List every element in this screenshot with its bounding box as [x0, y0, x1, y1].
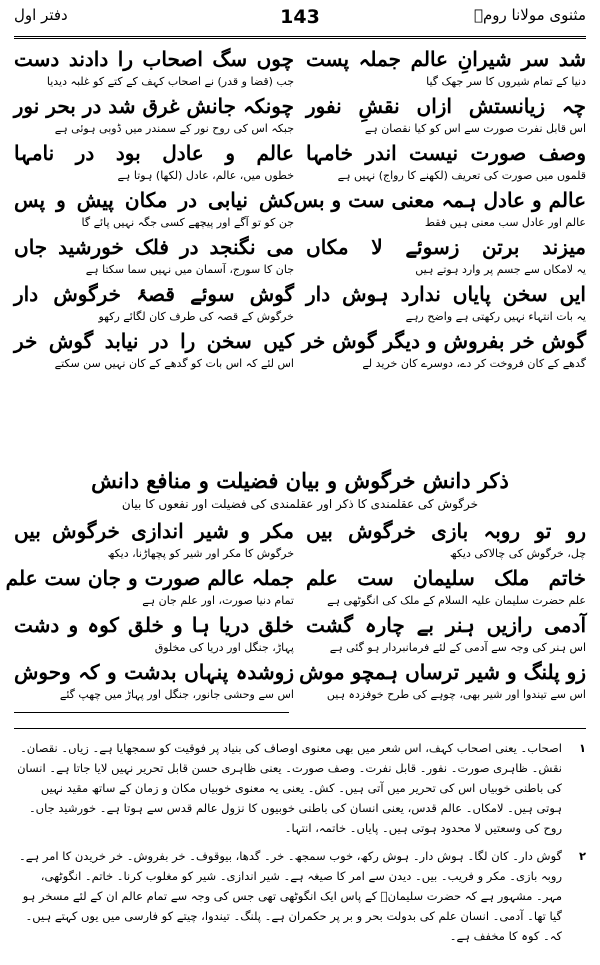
- footnote-text: گوش دار۔ کان لگا۔ ہوش دار۔ ہوش رکھ، خوب سمجھ۔ خر۔ گدھا، بیوقوف۔ خر بفروش۔ خر خریدن کا امر ہے۔ روبہ بازی۔ مکر و فریب۔ بیں۔ دیدن سے امر کا صیغہ ہے۔ شیر اندازی۔ شیر کو مغلوب کرنا۔ خاتم۔ انگوٹھی، مہر۔ مشہور ہے کہ حضرت سلیمانؑ کے پاس ایک انگوٹھی تھی جس کی وجہ سے تمام عالم ان کے لئے مسخر ہو گیا تھا۔ آدمی۔ انسان علم کی بدولت بحر و بر پر حکمران ہے۔ پلنگ۔ تیندوا، چیتے کو فارسی میں یوں کہتے ہیں۔ کہ۔ کوہ کا مخفف ہے۔: [19, 849, 562, 943]
- verse: زوشدہ پنہاں بدشت و کہ وحوش: [14, 660, 294, 684]
- verse: خاتم ملک سلیمان ست علم: [306, 566, 586, 590]
- verse: کیں سخن را در نیابد گوش خر: [14, 329, 294, 353]
- translation: دنیا کے تمام شیروں کا سر جھک گیا: [426, 75, 586, 88]
- translation: اس سے تیندوا اور شیر بھی، چوہے کی طرح خوفزدہ ہیں: [326, 688, 586, 701]
- translation: جب (قضا و قدر) نے اصحاب کہف کے کتے کو غلبہ دیدیا: [46, 75, 294, 88]
- footnote: [14, 846, 586, 946]
- translation: اس سے وحشی جانور، جنگل اور پہاڑ میں چھپ گئے: [59, 688, 294, 701]
- footnote-rule: [14, 728, 586, 729]
- translation: خرگوش کے قصہ کی طرف کان لگائے رکھو: [98, 310, 294, 323]
- translation: اس لئے کہ اس بات کو گدھے کے کان نہیں سن سکتے: [54, 357, 294, 370]
- translation: تمام دنیا صورت، اور علم جان ہے: [142, 594, 294, 607]
- header-rule: [14, 36, 586, 39]
- footnote-text: اصحاب۔ یعنی اصحاب کہف، اس شعر میں بھی معنوی اوصاف کی بنیاد پر فوقیت کو سمجھایا ہے۔ زیاں۔ نقصان۔ نقش۔ ظاہری صورت۔ نفور۔ قابل نفرت۔ وصف صورت۔ یعنی ظاہری حسن قابل تحریر نہیں لایا جاتا ہے۔ انسان کی باطنی خوبیاں اس کی تحریر میں آتی ہیں۔ کش۔ یعنی یہ معنوی خوبیاں مکان و زمان کے ساتھ مقید نہیں ہوتی ہیں۔ لامکاں۔ عالم قدس، یعنی انسان کی باطنی خوبیوں کا نزول عالم قدس سے ہوتا ہے۔ خورشید جاں۔ روح کی وسعتیں لا محدود ہوتی ہیں۔ پایاں۔ خاتمہ، انتہا۔: [17, 741, 562, 835]
- translation: یہ لامکاں سے جسم پر وارد ہوتے ہیں: [415, 263, 586, 276]
- translation: جن کو تو آگے اور پیچھے کسی جگہ نہیں پائے گا: [81, 216, 294, 229]
- verse: چہ زیانستش ازاں نقشِ نفور: [306, 94, 586, 118]
- translation: علم حضرت سلیمان علیہ السلام کے ملک کی انگوٹھی ہے: [327, 594, 586, 607]
- footnote: [14, 738, 586, 838]
- verse: میزند برتن زسوئے لا مکاں: [306, 235, 586, 259]
- verse: می نگنجد در فلک خورشید جاں: [14, 235, 294, 259]
- translation: اس ہنر کی وجہ سے آدمی کے لئے فرمانبردار ہو گئی ہے: [329, 641, 586, 654]
- verse: وصف صورت نیست اندر خامہا: [306, 141, 586, 165]
- verse: ایں سخن پایاں ندارد ہوش دار: [306, 282, 586, 306]
- lower-left-column: [5, 516, 294, 704]
- translation: جان کا سورج، آسمان میں نہیں سما سکتا ہے: [85, 263, 294, 276]
- verse: خلق دریا ہا و خلق کوہ و دشت: [14, 613, 294, 637]
- verse: رو تو روبہ بازی خرگوش بیں: [306, 519, 586, 543]
- translation: چل، خرگوش کی چالاکی دیکھ: [449, 547, 586, 560]
- column-divider: [14, 712, 289, 713]
- translation: خطوں میں، عالم، عادل (لکھا) ہوتا ہے: [117, 169, 294, 182]
- verse: گوش خر بفروش و دیگر گوش خر: [301, 329, 586, 353]
- verse: گوش سوئے قصۂ خرگوش دار: [14, 282, 294, 306]
- upper-right-column: [293, 44, 586, 373]
- footnote-number: ۲: [578, 849, 586, 863]
- verse: جملہ عالم صورت و جان ست علم: [5, 566, 294, 590]
- upper-left-column: [14, 44, 294, 373]
- volume-label: دفتر اول: [14, 6, 68, 24]
- verse: عالم و عادل ہمہ معنی ست و بس: [293, 188, 586, 212]
- verse: کش نیابی در مکان پیش و پس: [14, 188, 294, 212]
- translation: پہاڑ، جنگل اور دریا کی مخلوق: [154, 641, 294, 654]
- translation: جبکہ اس کی روح نور کے سمندر میں ڈوبی ہوئی ہے: [54, 122, 294, 135]
- lower-right-column: [299, 516, 586, 704]
- translation: عالم اور عادل سب معنی ہیں فقط: [424, 216, 586, 229]
- verse: چونکہ جانش غرق شد در بحر نور: [13, 94, 294, 118]
- verse: مکر و شیر اندازی خرگوش بیں: [14, 519, 294, 543]
- verse: چوں سگ اصحاب را دادند دست: [14, 47, 294, 71]
- footnotes: [14, 738, 586, 946]
- verse: شد سر شیرانِ عالم جملہ پست: [306, 47, 586, 71]
- page-number: 143: [280, 6, 320, 28]
- section-subheading: خرگوش کی عقلمندی کا ذکر اور عقلمندی کی فضیلت اور نفعوں کا بیان: [121, 497, 479, 511]
- translation: اس قابل نفرت صورت سے اس کو کیا نقصان ہے: [364, 122, 586, 135]
- running-header: [14, 4, 586, 34]
- translation: خرگوش کا مکر اور شیر کو پچھاڑنا، دیکھ: [107, 547, 294, 560]
- translation: یہ بات انتہاء نہیں رکھتی ہے واضح رہے: [405, 310, 586, 323]
- book-title: مثنوی مولانا رومؒ: [474, 6, 586, 24]
- verse: زو پلنگ و شیر ترساں ہمچو موش: [299, 660, 586, 684]
- verse: عالم و عادل بود در نامہا: [14, 141, 294, 165]
- translation: گدھے کے کان فروخت کر دے، دوسرے کان خرید لے: [362, 357, 586, 370]
- footnote-number: ۱: [578, 741, 586, 755]
- section-heading: ذکر دانش خرگوش و بیان فضیلت و منافع دانش: [91, 468, 509, 493]
- verse: آدمی رازیں ہنر بے چارہ گشت: [306, 613, 586, 637]
- translation: قلموں میں صورت کی تعریف (لکھنے کا رواج) نہیں ہے: [337, 169, 586, 182]
